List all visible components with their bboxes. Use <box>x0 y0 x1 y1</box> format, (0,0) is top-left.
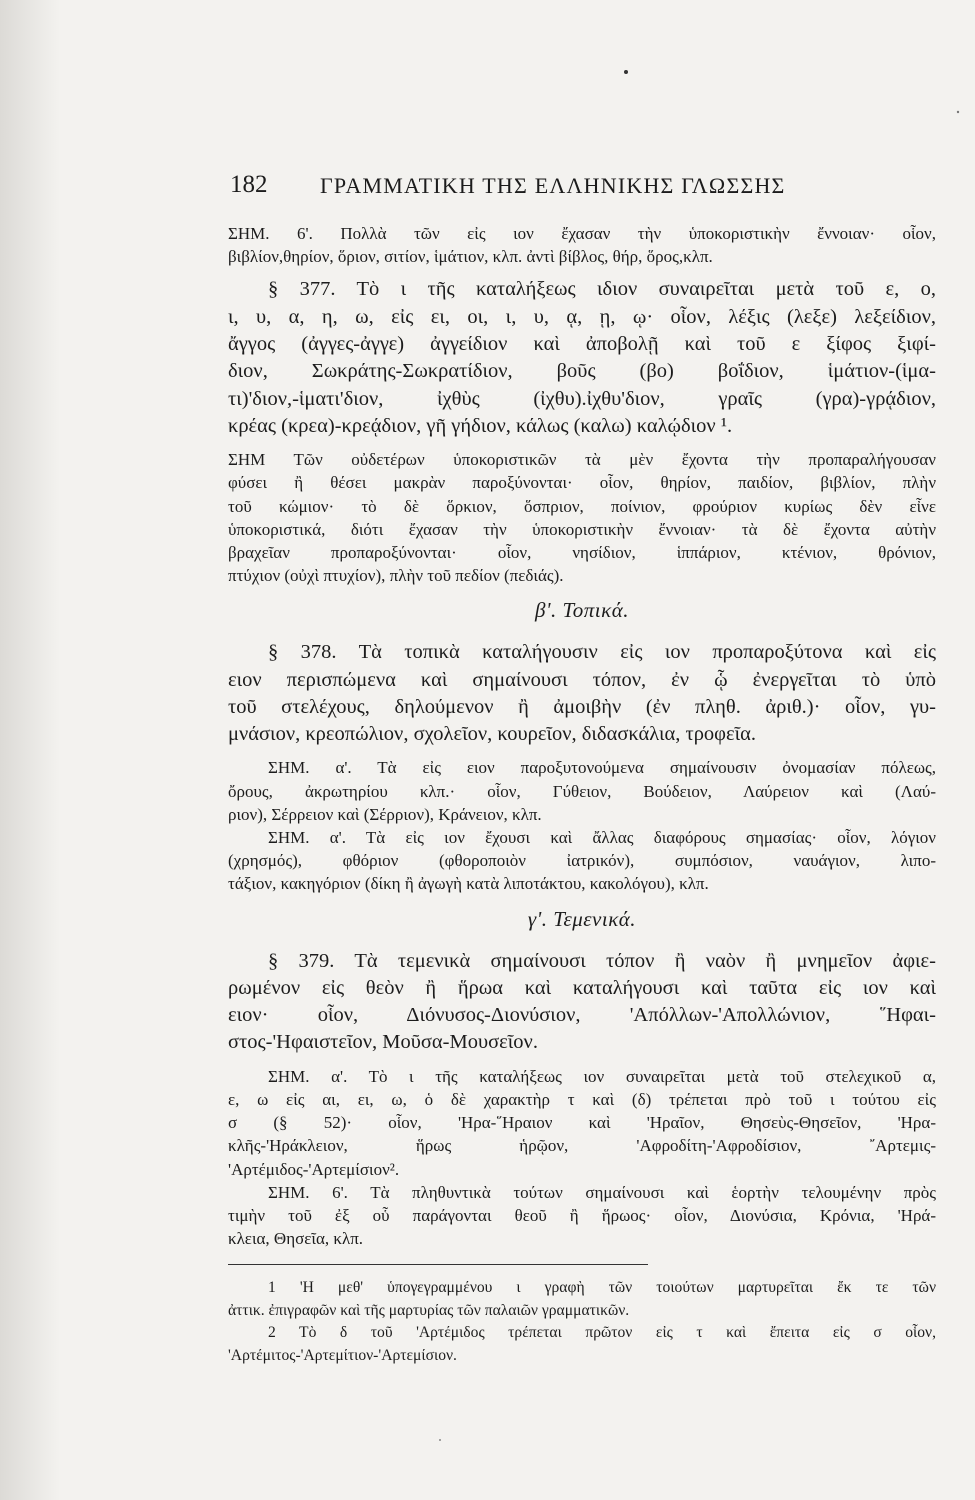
text-line: ΣΗΜ. 6'. Τὰ πληθυντικὰ τούτων σημαίνουσι καὶ ἑορτὴν τελουμένην πρὸς <box>268 1182 936 1202</box>
speck <box>624 70 628 74</box>
text-line: τοῦ κώμιον· τὸ δὲ ὅρκιον, ὅσπριον, ποίνιον, φρούριον κυρίως δὲν εἶνε <box>228 496 936 516</box>
text-line: ρωμένον εἰς θεὸν ἢ ἥρωα καὶ καταλήγουσι καὶ ταῦτα εἰς ιον καὶ <box>228 976 936 999</box>
text-line: τιμὴν τοῦ ἐξ οὗ παράγονται θεοῦ ἢ ἥρωος· οἷον, Διονύσια, Κρόνια, 'Ηρά- <box>228 1205 936 1225</box>
text-line: ε, ω εἰς αι, ει, ω, ὁ δὲ χαρακτὴρ τ καὶ (δ) τρέπεται πρὸ τοῦ ι τούτου εἰς <box>228 1089 936 1109</box>
text-line: ΣΗΜ. α'. Τὰ εἰς ειον παροξυτονούμενα σημαίνουσιν ὀνομασίαν πόλεως, <box>268 758 936 778</box>
text-line: φύσει ἢ θέσει μακρὰν παροξύνονται· οἷον, θηρίον, παιδίον, βιβλίον, πλὴν <box>228 473 936 493</box>
text-line: ΣΗΜ. α'. Τὰ εἰς ιον ἔχουσι καὶ ἄλλας διαφόρους σημασίας· οἷον, λόγιον <box>268 828 936 848</box>
text-line: κλῆς-'Ηράκλειον, ἥρως ἡρῷον, 'Αφροδίτη-'Αφροδίσιον, ῎Αρτεμις- <box>228 1136 936 1156</box>
text-line: § 379. Τὰ τεμενικὰ σημαίνουσι τόπον ἢ ναὸν ἢ μνημεῖον ἀφιε- <box>268 949 936 972</box>
text-line: ὄρους, ἀκρωτηρίου κλπ.· οἷον, Γύθειον, Βούδειον, Λαύρειον καὶ (Λαύ- <box>228 781 936 801</box>
text-line: βιβλίον,θηρίον, ὅριον, σιτίον, ἱμάτιον, κλπ. ἀντὶ βίβλος, θήρ, ὅρος,κλπ. <box>228 247 713 267</box>
text-line: ἀττικ. ἐπιγραφῶν καὶ τῆς μαρτυρίας τῶν παλαιῶν γραμματικῶν. <box>228 1301 630 1319</box>
text-line: μνάσιον, κρεοπώλιον, σχολεῖον, κουρεῖον, διδασκάλια, τροφεῖα. <box>228 723 757 746</box>
text-line: σ (§ 52)· οἷον, 'Ηρα-῞Ηραιον καὶ 'Ηραῖον, Θησεὺς-Θησεῖον, 'Ηρα- <box>228 1113 936 1133</box>
text-line: ειον περισπώμενα καὶ σημαίνουσι τόπον, ἐν ᾧ ἐνεργεῖται τὸ ὑπὸ <box>228 668 936 691</box>
text-line: στος-'Ηφαιστεῖον, Μοῦσα-Μουσεῖον. <box>228 1031 538 1054</box>
text-line: ι, υ, α, η, ω, εἰς ει, οι, ι, υ, ᾳ, ῃ, ῳ· οἷον, λέξις (λεξε) λεξείδιον, <box>228 305 936 328</box>
text-line: ὑποκοριστικά, διότι ἔχασαν τὴν ὑποκοριστικὴν ἔννοιαν· τὰ δὲ ἔχοντα αὐτὴν <box>228 519 936 539</box>
speck <box>439 1439 441 1441</box>
text-line: ἄγγος (ἀγγες-ἀγγε) ἀγγείδιον καὶ ἀποβολῇ καὶ τοῦ ε ξίφος ξιφί- <box>228 332 936 355</box>
text-line: διον, Σωκράτης-Σωκρατίδιον, βοῦς (βο) βοΐδιον, ἱμάτιον-(ἱμα- <box>228 360 936 383</box>
text-line: 1 'Η μεθ' ὑπογεγραμμένου ι γραφὴ τῶν τοιούτων μαρτυρεῖται ἔκ τε τῶν <box>268 1279 936 1297</box>
text-line: ειον· οἷον, Διόνυσος-Διονύσιον, 'Απόλλων-'Απολλώνιον, ῞Ηφαι- <box>228 1004 936 1027</box>
text-line: ριον), Σέρρειον καὶ (Σέρριον), Κράνειον, κλπ. <box>228 804 542 824</box>
text-line: πτύχιον (οὐχὶ πτυχίον), πλὴν τοῦ πεδίον (πεδιάς). <box>228 566 564 586</box>
text-line: ΣΗΜ. α'. Τὸ ι τῆς καταλήξεως ιον συναιρεῖται μετὰ τοῦ στελεχικοῦ α, <box>268 1066 936 1086</box>
page-number: 182 <box>230 171 268 198</box>
text-line: βραχεῖαν προπαροξύνονται· οἷον, νησίδιον, ἱππάριον, κτένιον, θρόνιον, <box>228 542 936 562</box>
text-line: ΣΗΜ. 6'. Πολλὰ τῶν εἰς ιον ἔχασαν τὴν ὑποκοριστικὴν ἔννοιαν· οἷον, <box>228 224 936 243</box>
heading-temenika: γ'. Τεμενικά. <box>527 906 637 931</box>
text-line: 2 Τὸ δ τοῦ 'Αρτέμιδος τρέπεται πρῶτον εἰς τ καὶ ἔπειτα εἰς σ οἷον, <box>268 1324 936 1342</box>
text-line: κρέας (κρεα)-κρεᾴδιον, γῆ γήδιον, κάλως (καλω) καλῴδιον ¹. <box>228 414 733 437</box>
text-line: τάξιον, κακηγόριον (δίκη ἢ ἀγωγὴ κατὰ λιποτάκτου, κακολόγου), κλπ. <box>228 874 709 894</box>
text-line: 'Αρτέμιτος-'Αρτεμίτιον-'Αρτεμίσιον. <box>228 1346 457 1364</box>
text-line: τοῦ στελέχους, δηλούμενον ἢ ἀμοιβὴν (ἐν πληθ. ἀριθ.)· οἷον, γυ- <box>228 695 936 718</box>
text-line: § 378. Τὰ τοπικὰ καταλήγουσιν εἰς ιον προπαροξύτονα καὶ εἰς <box>268 641 936 664</box>
text-line: ΣΗΜ Τῶν οὐδετέρων ὑποκοριστικῶν τὰ μὲν ἔχοντα τὴν προπαραλήγουσαν <box>228 450 936 470</box>
speck <box>957 111 959 113</box>
text-line: (χρησμός), φθόριον (φθοροποιὸν ἰατρικόν), συμπόσιον, ναυάγιον, λιπο- <box>228 851 936 871</box>
running-title: ΓΡΑΜΜΑΤΙΚΗ ΤΗΣ ΕΛΛΗΝΙΚΗΣ ΓΛΩΣΣΗΣ <box>320 173 786 198</box>
text-line: 'Αρτέμιδος-'Αρτεμίσιον². <box>228 1159 400 1179</box>
text-line: κλεια, Θησεῖα, κλπ. <box>228 1229 364 1249</box>
text-line: τι)'διον,-ἱματι'διον, ἰχθὺς (ἰχθυ).ἰχθυ'διον, γραῖς (γρα)-γρᾴδιον, <box>228 387 936 410</box>
heading-topika: β'. Τοπικά. <box>535 598 629 623</box>
text-line: § 377. Τὸ ι τῆς καταλήξεως ιδιον συναιρεῖται μετὰ τοῦ ε, ο, <box>268 278 936 301</box>
